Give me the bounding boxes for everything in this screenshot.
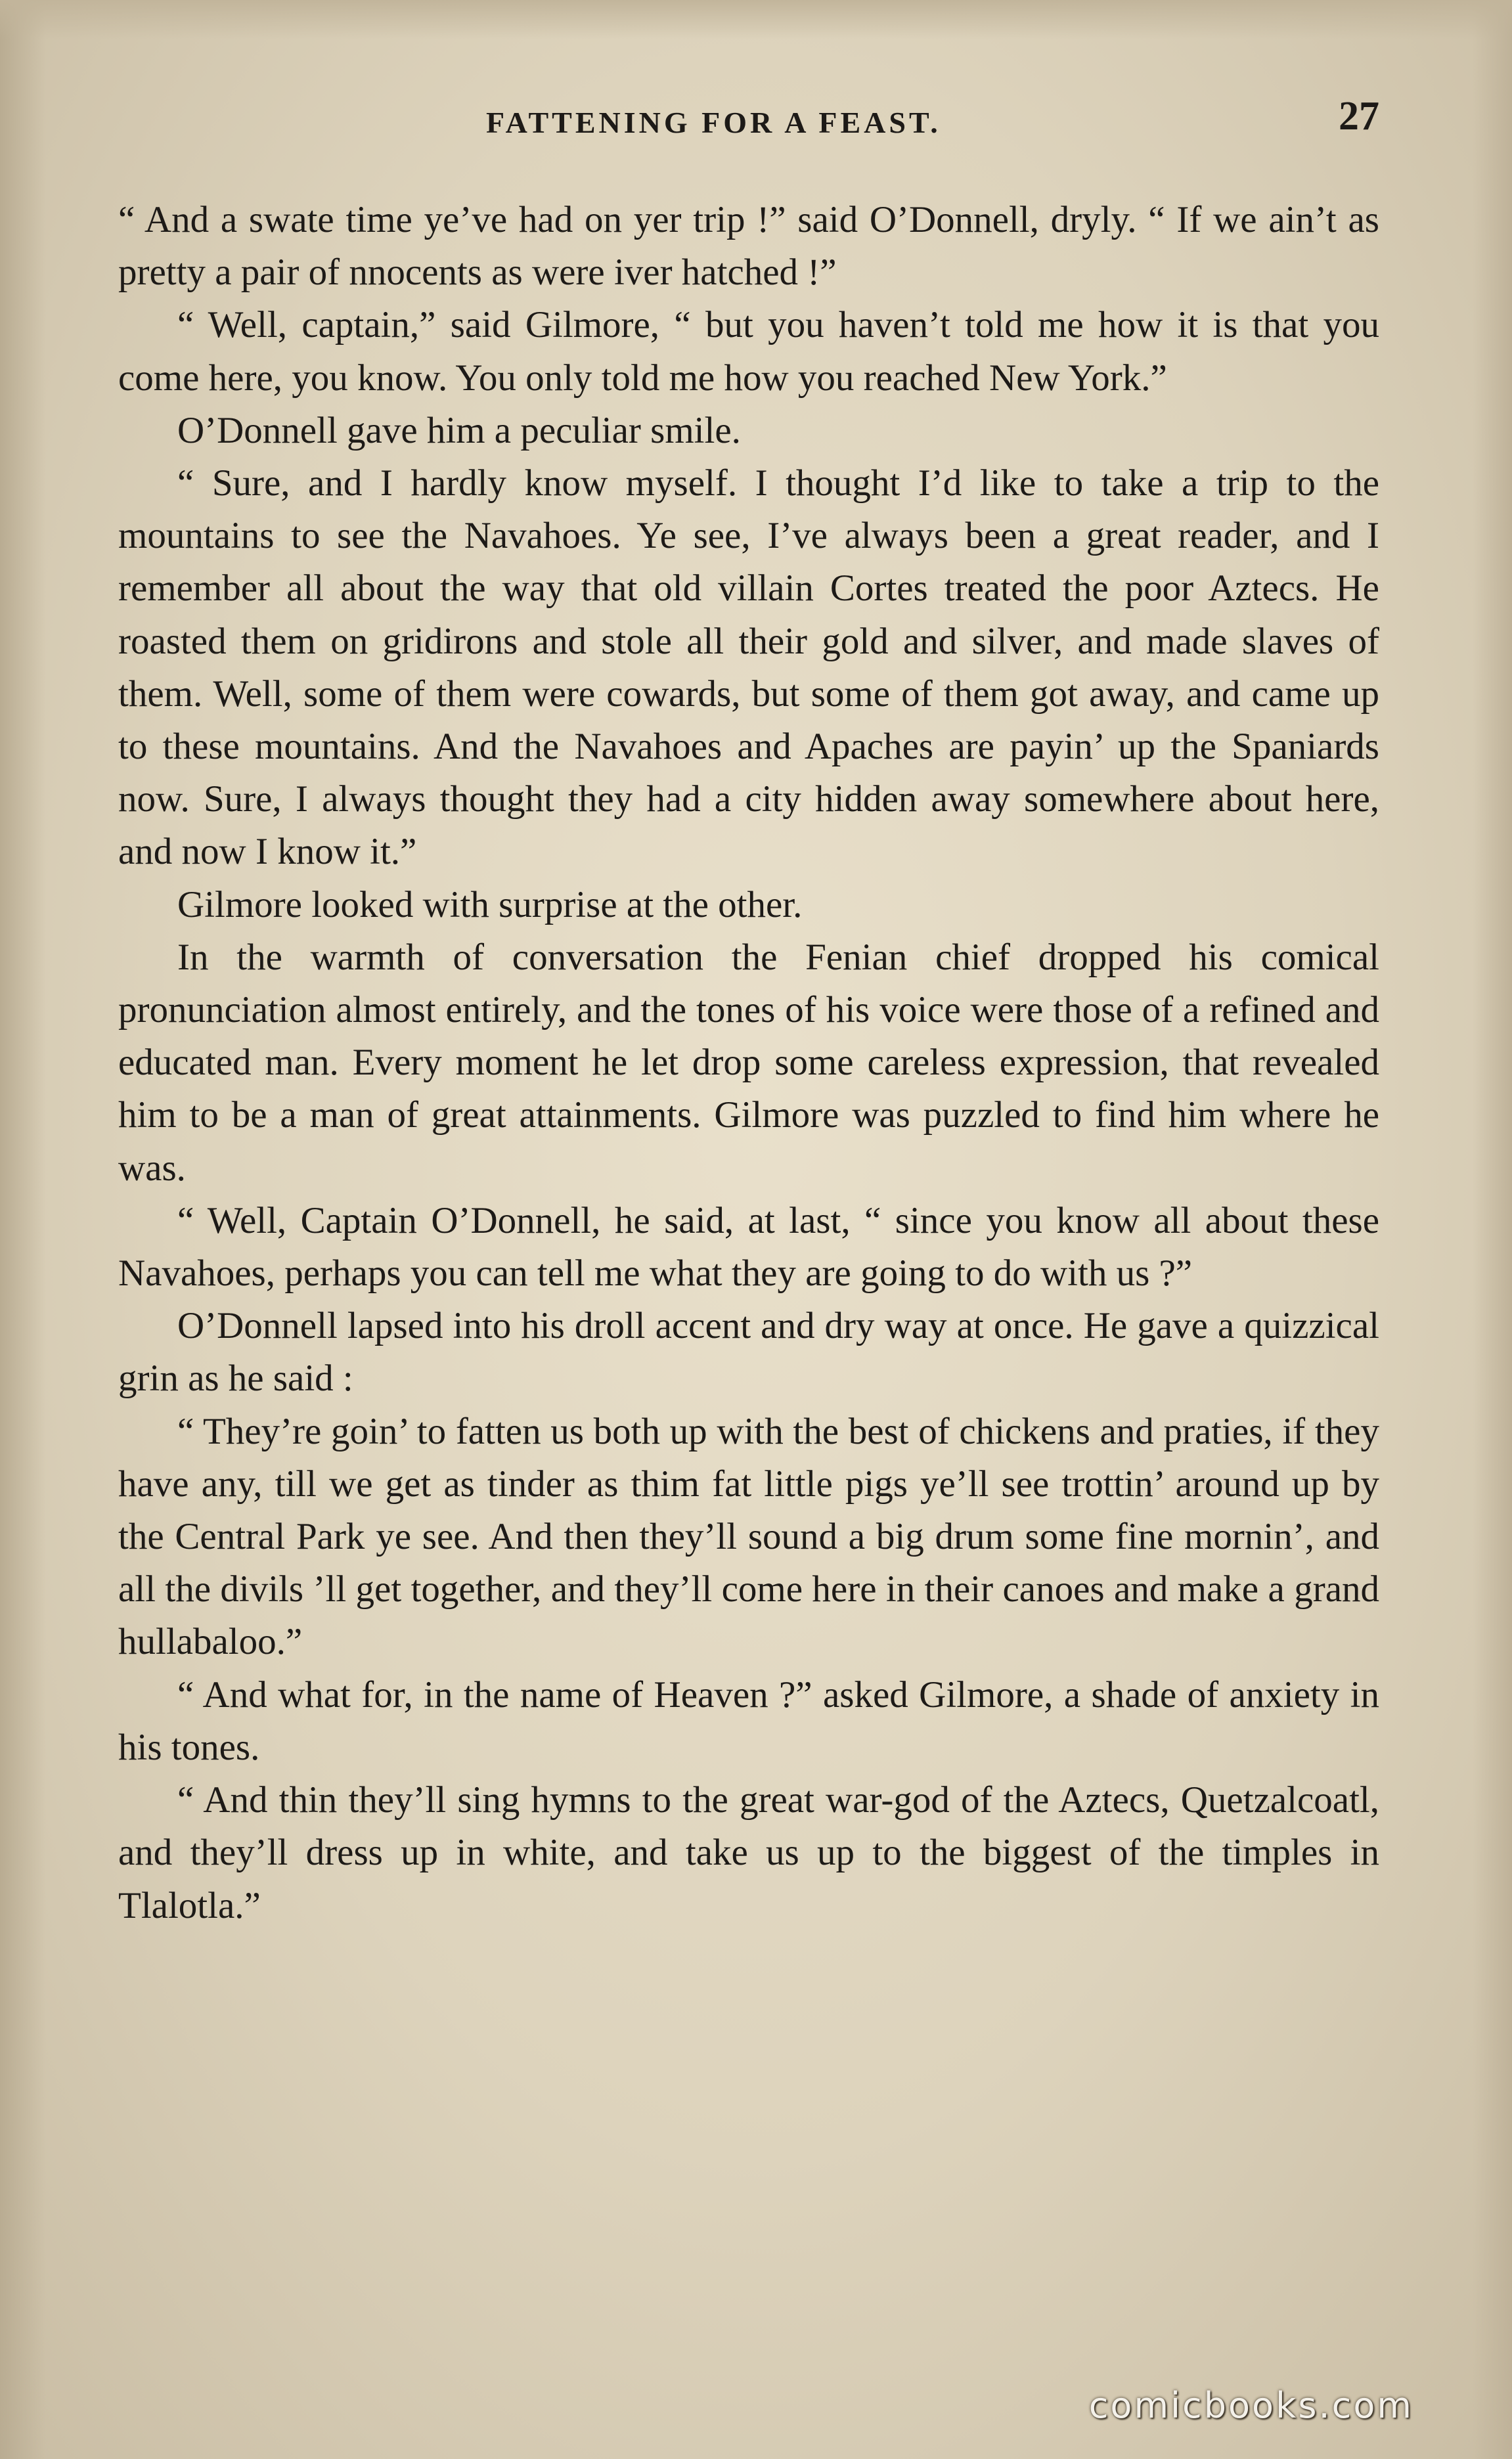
page-header [118,94,1379,151]
page-edge-shadow-left [0,0,46,2459]
paragraph: “ Sure, and I hardly know myself. I thought I’d like to take a trip to the mountains to see the Navahoes. Ye see, I’ve always been a great reader, and I remember all about the way that old villain Cortes treated the poor Aztecs. He roasted them on gridirons and stole all their gold and silver, and made slaves of them. Well, some of them were cowards, but some of them got away, and came up to these mountains. And the Navahoes and Apaches are payin’ up the Spaniards now. Sure, I always thought they had a city hidden away somewhere about here, and now I know it.” [118,462,1379,873]
paragraph: “ And what for, in the name of Heaven ?” asked Gilmore, a shade of anxiety in his tones. [118,1673,1379,1768]
paragraph: O’Donnell lapsed into his droll accent and dry way at once. He gave a quizzical grin as he said : [118,1305,1379,1400]
page-number: 27 [1339,94,1379,139]
running-head: FATTENING FOR A FEAST. [486,106,941,139]
paragraph: In the warmth of conversation the Fenian chief dropped his comical pronunciation almost entirely, and the tones of his voice were those of a refined and educated man. Every moment he let drop some careless expression, that revealed him to be a man of great attainments. Gilmore was puzzled to find him where he was. [118,936,1379,1189]
text-body [118,194,1379,1932]
page-edge-shadow-top [0,0,1512,39]
paragraph: “ And thin they’ll sing hymns to the great war-god of the Aztecs, Quetzalcoatl, and they’ll dress up in white, and take us up to the biggest of the timples in Tlalotla.” [118,1779,1379,1926]
paragraph: O’Donnell gave him a peculiar smile. [177,409,741,451]
paragraph: “ Well, captain,” said Gilmore, “ but you haven’t told me how it is that you come here, you know. You only told me how you reached New York.” [118,304,1379,399]
paragraph: “ And a swate time ye’ve had on yer trip !” said O’Donnell, dryly. “ If we ain’t as pretty a pair of nnocents as were iver hatched !” [118,199,1379,294]
paragraph: “ They’re goin’ to fatten us both up with the best of chickens and praties, if they have any, till we get as tinder as thim fat little pigs ye’ll see trottin’ around up by the Central Park ye see. And then they’ll sound a big drum some fine mornin’, and all the divils ’ll get together, and they’ll come here in their canoes and make a grand hullabaloo.” [118,1410,1379,1663]
paragraph: “ Well, Captain O’Donnell, he said, at last, “ since you know all about these Navahoes, perhaps you can tell me what they are going to do with us ?” [118,1199,1379,1295]
watermark: comicbooks.com [1088,2385,1413,2426]
paragraph: Gilmore looked with surprise at the other. [177,883,803,925]
page-edge-shadow-right [1473,0,1512,2459]
